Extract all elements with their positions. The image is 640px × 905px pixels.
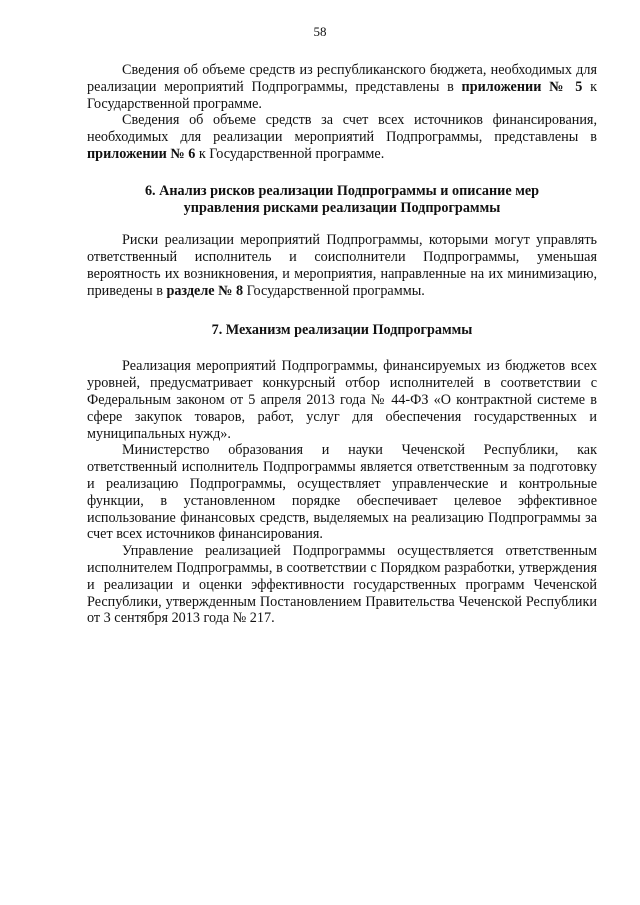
section-reference: разделе № 8 [166, 282, 244, 299]
section-6-heading [87, 183, 597, 217]
paragraph-budget-all-sources [87, 112, 597, 162]
paragraph-text: к Государственной программе. [195, 145, 385, 162]
document-body [87, 62, 597, 627]
paragraph-budget-republic [87, 62, 597, 112]
paragraph-text: Риски реализации мероприятий Подпрограммы, которыми могут управлять ответственный исполнитель и соисполнители Подпрограммы, уменьшая вероятность их возникновения, и мероприятия, направленные на их минимизацию, приведены в [87, 232, 597, 299]
paragraph-text: Сведения об объеме средств из республиканского бюджета, необходимых для реализации мероприятий Подпрограммы, представлены в [87, 62, 597, 95]
paragraph-management: Управление реализацией Подпрограммы осуществляется ответственным исполнителем Подпрограммы, в соответствии с Порядком разработки, утверждения и реализации и оценки эффективности государственных программ Чеченской Республики, утвержденным Постановлением Правительства Чеченской Республики от 3 сентября 2013 года № 217. [87, 543, 597, 627]
paragraph-procurement: Реализация мероприятий Подпрограммы, финансируемых из бюджетов всех уровней, предусматривает конкурсный отбор исполнителей в соответствии с Федеральным законом от 5 апреля 2013 года № 44-ФЗ «О контрактной системе в сфере закупок товаров, работ, услуг для обеспечения государственных и муниципальных нужд». [87, 358, 597, 442]
heading-line: 6. Анализ рисков реализации Подпрограммы и описание мер [144, 182, 540, 199]
appendix-reference: приложении № 6 [87, 145, 196, 162]
paragraph-text: Сведения об объеме средств за счет всех источников финансирования, необходимых для реализации мероприятий Подпрограммы, представлены в [87, 112, 597, 146]
heading-line: управления рисками реализации Подпрограммы [183, 199, 501, 216]
page-number: 58 [313, 24, 327, 39]
paragraph-risks [87, 232, 597, 299]
paragraph-text: Государственной программы. [243, 282, 425, 299]
paragraph-ministry: Министерство образования и науки Чеченской Республики, как ответственный исполнитель Подпрограммы является ответственным за подготовку и реализацию Подпрограммы, осуществляет управленческие и контрольные функции, в установленном порядке обеспечивает целевое эффективное использование финансовых средств, выделяемых на реализацию Подпрограммы за счет всех источников финансирования. [87, 442, 597, 543]
section-7-heading: 7. Механизм реализации Подпрограммы [211, 321, 473, 338]
paragraph-text: к Государственной программе. [87, 78, 597, 112]
appendix-reference: приложении № 5 [461, 78, 583, 95]
